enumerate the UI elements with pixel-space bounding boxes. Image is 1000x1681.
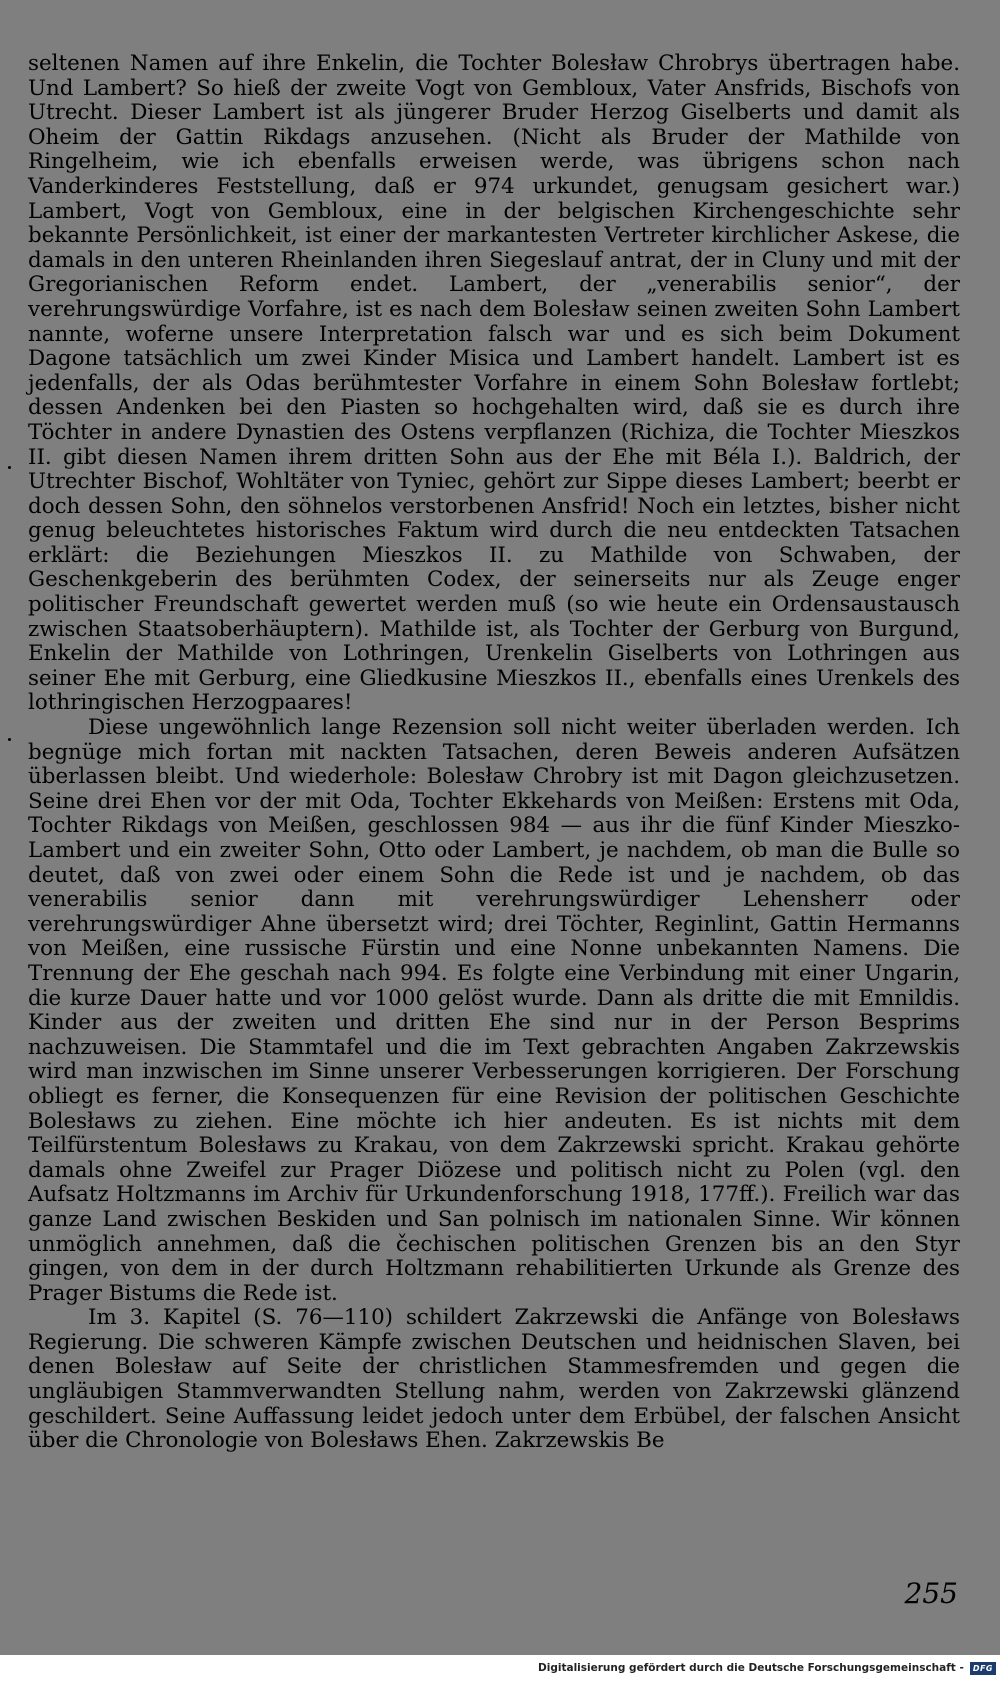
paragraph-3: Im 3. Kapitel (S. 76—110) schildert Zakrzewski die Anfänge von Bolesławs Regierung. Die schweren Kämpfe zwischen Deutschen und heidnischen Slaven, bei denen Bolesław auf Seite der christlichen Stammesfremden und gegen die ungläubigen Stammverwandten Stellung nahm, werden von Zakrzewski glänzend geschildert. Seine Auffassung leidet jedoch unter dem Erbübel, der falschen Ansicht über die Chronologie von Bolesławs Ehen. Zakrzewskis Be [28, 1305, 960, 1454]
page-body [28, 52, 960, 1454]
margin-mark [8, 738, 11, 741]
dfg-logo: DFG [970, 1662, 996, 1675]
footer-credit: Digitalisierung gefördert durch die Deutsche Forschungsgemeinschaft - [538, 1662, 964, 1674]
footer-bar [0, 1655, 1000, 1681]
paragraph-1: seltenen Namen auf ihre Enkelin, die Tochter Bolesław Chrobrys übertragen habe. Und Lambert? So hieß der zweite Vogt von Gembloux, Vater Ansfrids, Bischofs von Utrecht. Dieser Lambert ist als jüngerer Bruder Herzog Giselberts und damit als Oheim der Gattin Rikdags anzusehen. (Nicht als Bruder der Mathilde von Ringelheim, wie ich ebenfalls erweisen werde, was übrigens schon nach Vanderkinderes Feststellung, daß er 974 urkundet, genugsam gesichert war.) Lambert, Vogt von Gembloux, eine in der belgischen Kirchengeschichte sehr bekannte Persönlichkeit, ist einer der markantesten Vertreter kirchlicher Askese, die damals in den unteren Rheinlanden ihren Siegeslauf antrat, der in Cluny und mit der Gregorianischen Reform endet. Lambert, der „venerabilis senior“, der verehrungswürdige Vorfahre, ist es nach dem Bolesław seinen zweiten Sohn Lambert nannte, woferne unsere Interpretation falsch war und es sich beim Dokument Dagone tatsächlich um zwei Kinder Misica und Lambert handelt. Lambert ist es jedenfalls, der als Odas berühmtester Vorfahre in einem Sohn Bolesław fortlebt; dessen Andenken bei den Piasten so hochgehalten wird, daß sie es durch ihre Töchter in andere Dynastien des Ostens verpflanzen (Richiza, die Tochter Mieszkos II. gibt diesen Namen ihrem dritten Sohn aus der Ehe mit Béla I.). Baldrich, der Utrechter Bischof, Wohltäter von Tyniec, gehört zur Sippe dieses Lambert; beerbt er doch dessen Sohn, den söhnelos verstorbenen Ansfrid! Noch ein letztes, bisher nicht genug beleuchtetes historisches Faktum wird durch die neu entdeckten Tatsachen erklärt: die Beziehungen Mieszkos II. zu Mathilde von Schwaben, der Geschenkgeberin des berühmten Codex, der seinerseits nur als Zeuge enger politischer Freundschaft gewertet werden muß (so wie heute ein Ordensaustausch zwischen Staatsoberhäuptern). Mathilde ist, als Tochter der Gerburg von Burgund, Enkelin der Mathilde von Lothringen, Urenkelin Giselberts von Lothringen aus seiner Ehe mit Gerburg, eine Gliedkusine Mieszkos II., ebenfalls eines Urenkels des lothringischen Herzogpaares! [28, 51, 960, 716]
margin-mark [8, 466, 11, 469]
paragraph-2: Diese ungewöhnlich lange Rezension soll nicht weiter überladen werden. Ich begnüge mich fortan mit nackten Tatsachen, deren Beweis anderen Aufsätzen überlassen bleibt. Und wiederhole: Bolesław Chrobry ist mit Dagon gleichzusetzen. Seine drei Ehen vor der mit Oda, Tochter Ekkehards von Meißen: Erstens mit Oda, Tochter Rikdags von Meißen, geschlossen 984 — aus ihr die fünf Kinder Mieszko-Lambert und ein zweiter Sohn, Otto oder Lambert, je nachdem, ob man die Bulle so deutet, daß von zwei oder einem Sohn die Rede ist und je nachdem, ob das venerabilis senior dann mit verehrungswürdiger Lehensherr oder verehrungswürdiger Ahne übersetzt wird; drei Töchter, Reginlint, Gattin Hermanns von Meißen, eine russische Fürstin und eine Nonne unbekannten Namens. Die Trennung der Ehe geschah nach 994. Es folgte eine Verbindung mit einer Ungarin, die kurze Dauer hatte und vor 1000 gelöst wurde. Dann als dritte die mit Emnildis. Kinder aus der zweiten und dritten Ehe sind nur in der Person Besprims nachzuweisen. Die Stammtafel und die im Text gebrachten Angaben Zakrzewskis wird man inzwischen im Sinne unserer Verbesserungen korrigieren. Der Forschung obliegt es ferner, die Konsequenzen für eine Revision der politischen Geschichte Bolesławs zu ziehen. Eine möchte ich hier andeuten. Es ist nichts mit dem Teilfürstentum Bolesławs zu Krakau, von dem Zakrzewski spricht. Krakau gehörte damals ohne Zweifel zur Prager Diözese und politisch nicht zu Polen (vgl. den Aufsatz Holtzmanns im Archiv für Urkundenforschung 1918, 177ff.). Freilich war das ganze Land zwischen Beskiden und San polnisch im nationalen Sinne. Wir können unmöglich annehmen, daß die čechischen politischen Grenzen bis an den Styr gingen, von dem in der durch Holtzmann rehabilitierten Urkunde als Grenze des Prager Bistums die Rede ist. [28, 715, 960, 1306]
page-number: 255 [904, 1577, 958, 1610]
